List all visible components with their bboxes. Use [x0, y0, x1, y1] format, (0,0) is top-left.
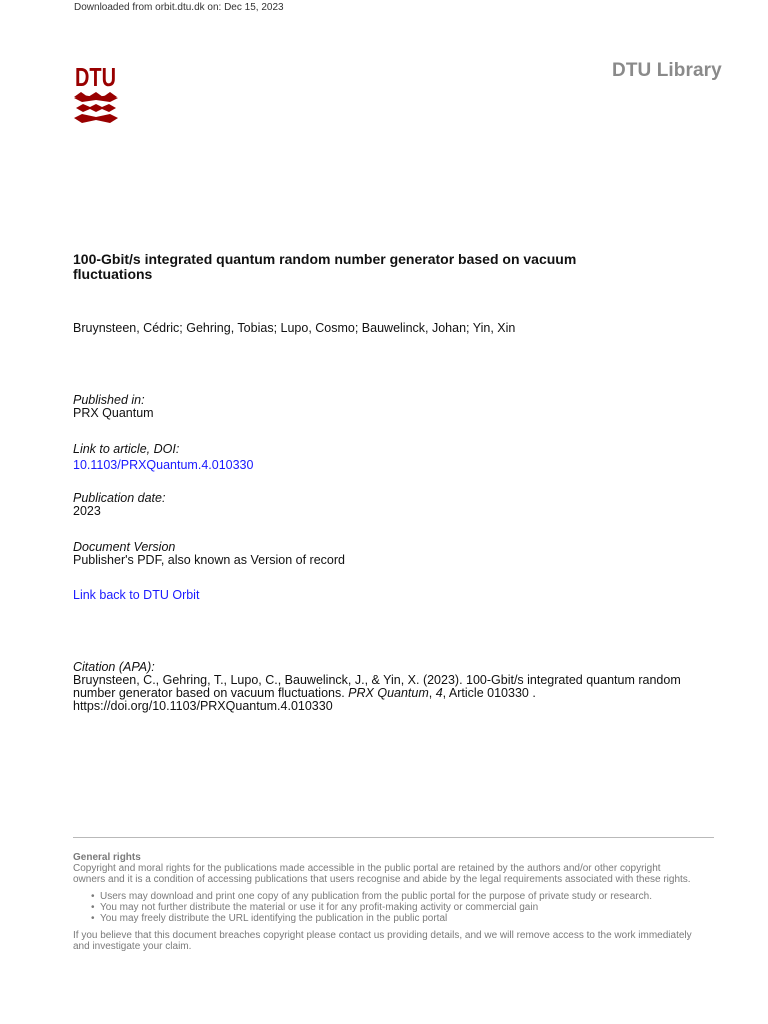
- doi-label: Link to article, DOI:: [73, 442, 180, 456]
- dtu-logo-text: DTU: [75, 64, 116, 92]
- citation-volume: 4: [435, 686, 443, 700]
- general-rights-bullet: • Users may download and print one copy of any publication from the public portal for the purpose of private study or research.: [100, 891, 718, 902]
- document-version-value: Publisher's PDF, also known as Version of record: [73, 553, 345, 567]
- general-rights-title: General rights: [73, 852, 141, 863]
- published-in-value: PRX Quantum: [73, 406, 154, 420]
- publication-date: [73, 492, 165, 518]
- citation-article: , Article 010330 .: [442, 686, 536, 700]
- citation-separator: ,: [428, 686, 436, 700]
- citation-doi-url: https://doi.org/10.1103/PRXQuantum.4.010330: [73, 699, 333, 713]
- general-rights-bullet: • You may freely distribute the URL identifying the publication in the public portal: [100, 913, 718, 924]
- authors: Bruynsteen, Cédric; Gehring, Tobias; Lupo, Cosmo; Bauwelinck, Johan; Yin, Xin: [73, 321, 516, 335]
- published-in: [73, 394, 154, 420]
- general-rights-p1-line2: owners and it is a condition of accessing publications that users recognise and abide by the legal requirements associated with these rights.: [73, 874, 691, 885]
- citation-line-1: Bruynsteen, C., Gehring, T., Lupo, C., Bauwelinck, J., & Yin, X. (2023). 100-Gbit/s integrated quantum random: [73, 673, 681, 687]
- general-rights-p1-line1: Copyright and moral rights for the publications made accessible in the public portal are retained by the authors and/or other copyright: [73, 863, 661, 874]
- citation-journal: PRX Quantum: [348, 686, 429, 700]
- title-line-1: 100-Gbit/s integrated quantum random number generator based on vacuum: [73, 251, 577, 267]
- paper-title: [73, 252, 693, 282]
- dtu-logo: [74, 64, 118, 131]
- link-back-to-dtu-orbit[interactable]: Link back to DTU Orbit: [73, 588, 200, 602]
- publication-date-label: Publication date:: [73, 491, 166, 505]
- general-rights-bullet: • You may not further distribute the material or use it for any profit-making activity or commercial gain: [100, 902, 718, 913]
- general-rights-p2-line2: and investigate your claim.: [73, 941, 192, 952]
- dtu-logo-graphic: [74, 64, 118, 126]
- downloaded-notice: Downloaded from orbit.dtu.dk on: Dec 15, 2023: [74, 2, 284, 13]
- divider: [73, 837, 714, 838]
- publication-date-value: 2023: [73, 504, 101, 518]
- dtu-logo-shapes: [74, 92, 118, 123]
- document-version: [73, 541, 345, 567]
- citation: [73, 661, 718, 713]
- document-version-label: Document Version: [73, 540, 176, 554]
- doi-section: [73, 443, 253, 474]
- general-rights: [73, 852, 718, 952]
- general-rights-p2-line1: If you believe that this document breaches copyright please contact us providing details, and we will remove access to the work immediately: [73, 930, 692, 941]
- general-rights-list: [73, 891, 718, 924]
- published-in-label: Published in:: [73, 393, 145, 407]
- dtu-library-label: DTU Library: [612, 60, 722, 81]
- citation-text: number generator based on vacuum fluctuations.: [73, 686, 349, 700]
- citation-label: Citation (APA):: [73, 660, 155, 674]
- title-line-2: fluctuations: [73, 266, 153, 282]
- doi-link[interactable]: 10.1103/PRXQuantum.4.010330: [73, 458, 254, 472]
